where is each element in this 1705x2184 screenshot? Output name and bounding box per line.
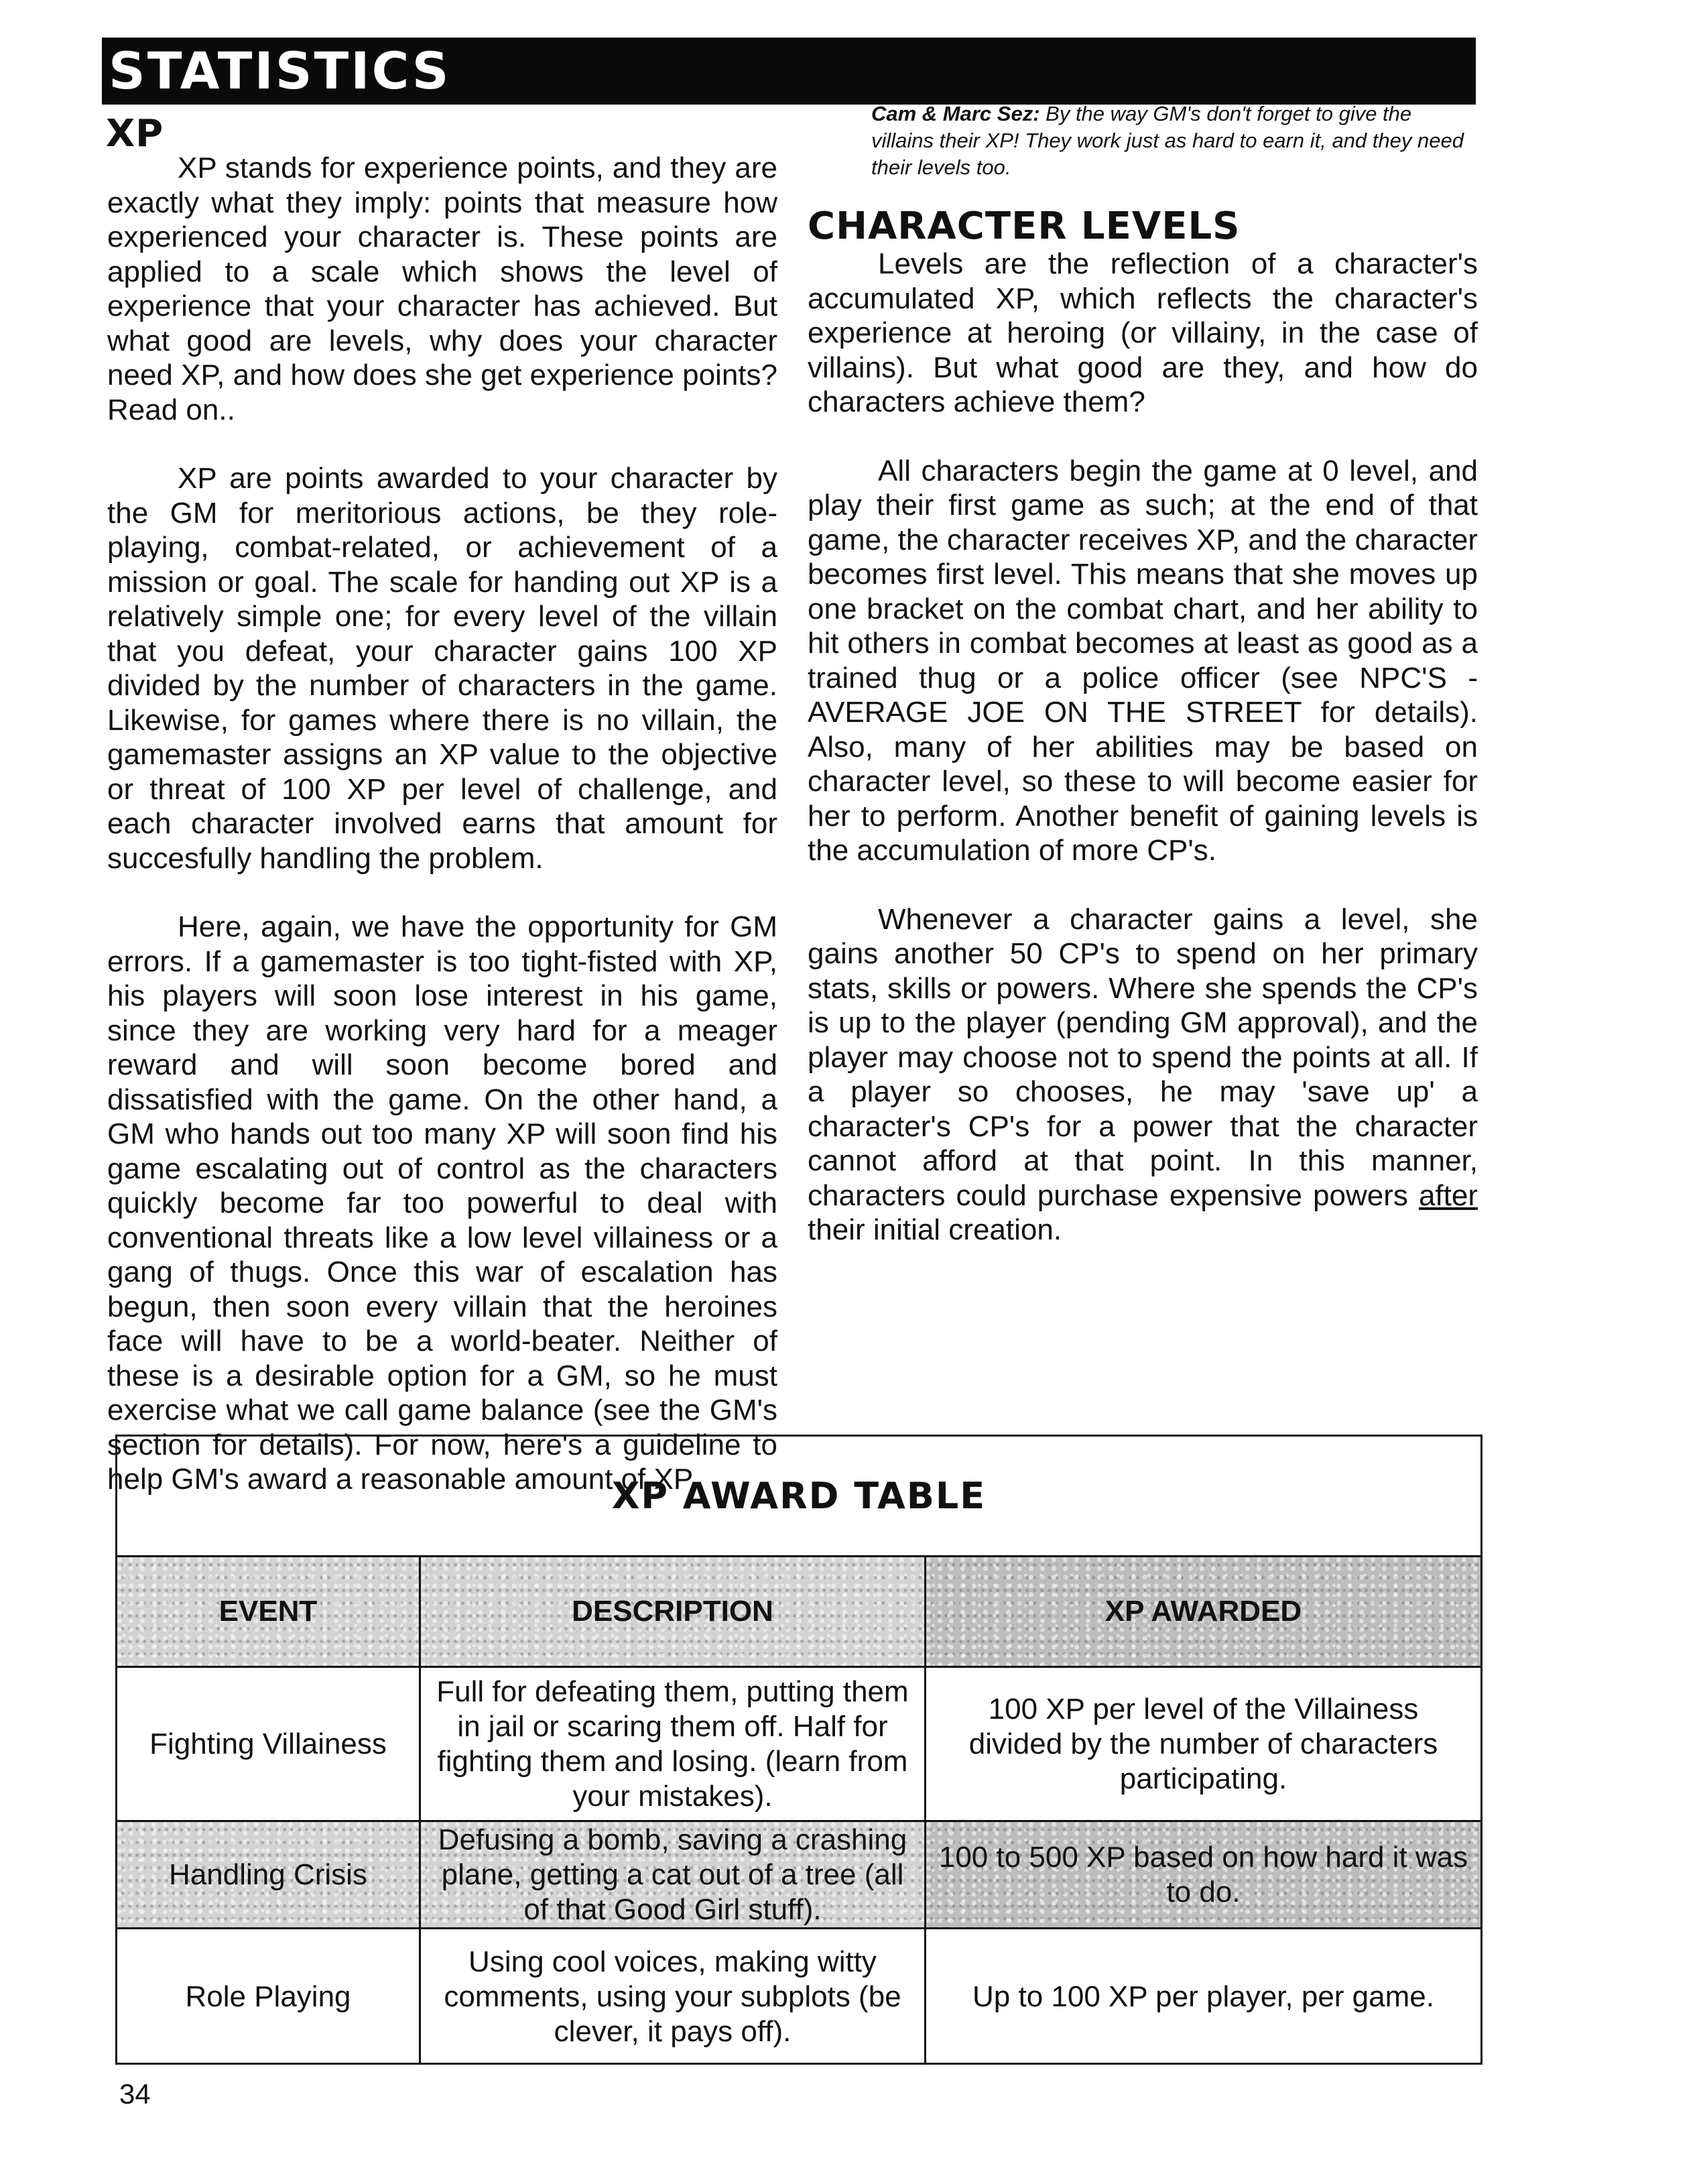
levels-paragraph-3-start: Whenever a character gains a level, she gains another 50 CP's to spend on her primary stats, skills or powers. Where she spends the CP's is up to the player (pending GM approval), and the player may choose not to spend the points at all. If a player so chooses, he may 'save up' a character's CP's for a power that the character cannot afford at that point. In this manner, characters could purchase expensive powers (808, 902, 1478, 1212)
row-fighting-event: Fighting Villainess (117, 1668, 421, 1822)
levels-paragraph-3-end: their initial creation. (808, 1213, 1062, 1246)
row-fighting-xp: 100 XP per level of the Villainess divided by the number of characters participating. (926, 1668, 1480, 1822)
xp-paragraph-1: XP stands for experience points, and they are exactly what they imply: points that measure how experienced your character is. These points are applied to a scale which shows the level of experience that your character has achieved. But what good are levels, why does your character need XP, and how does she get experience points? Read on.. (107, 151, 777, 426)
xp-award-table-grid (117, 1557, 1480, 2065)
column-header-event: EVENT (117, 1557, 421, 1668)
levels-paragraph-2: All characters begin the game at 0 level, and play their first game as such; at the end of that game, the character receives XP, and the character becomes first level. This means that she moves up one bracket on the combat chart, and her ability to hit others in combat becomes at least as good as a trained thug or a police officer (see NPC'S - AVERAGE JOE ON THE STREET for details). Also, many of her abilities may be based on character level, so these to will become easier for her to perform. Another benefit of gaining levels is the accumulation of more CP's. (808, 454, 1478, 867)
row-fighting-description: Full for defeating them, putting them in jail or scaring them off. Half for fighting them and losing. (learn from your mistakes). (421, 1668, 926, 1822)
levels-paragraph-3 (808, 902, 1478, 1248)
row-roleplay-xp: Up to 100 XP per player, per game. (972, 1980, 1434, 2013)
row-roleplay-event: Role Playing (117, 1929, 421, 2065)
xp-award-table (115, 1435, 1482, 2065)
xp-award-table-title: XP AWARD TABLE (117, 1437, 1480, 1557)
xp-paragraph-2: XP are points awarded to your character by the GM for meritorious actions, be they role-playing, combat-related, or achievement of a mission or goal. The scale for handing out XP is a relatively simple one; for every level of the villain that you defeat, your character gains 100 XP divided by the number of characters in the game. Likewise, for games where there is no villain, the gamemaster assigns an XP value to the objective or threat of 100 XP per level of challenge, and each character involved earns that amount for succesfully handling the problem. (107, 462, 777, 875)
sidebar-note (808, 101, 1478, 181)
column-header-xp-awarded: XP AWARDED (926, 1557, 1480, 1668)
row-crisis-description: Defusing a bomb, saving a crashing plane, getting a cat out of a tree (all of that Good Girl stuff). (421, 1822, 926, 1929)
sidebar-lead: Cam & Marc Sez: (871, 102, 1040, 125)
page-number: 34 (119, 2078, 151, 2110)
row-roleplay-description: Using cool voices, making witty comments, using your subplots (be clever, it pays off). (421, 1929, 926, 2065)
xp-heading: XP (106, 112, 164, 156)
row-crisis-xp: 100 to 500 XP based on how hard it was to do. (926, 1822, 1480, 1929)
sidebar-text: By the way GM's don't forget to give the villains their XP! They work just as hard to earn it, and they need their levels too. (871, 102, 1464, 179)
levels-paragraph-1: Levels are the reflection of a character's accumulated XP, which reflects the character's experience at heroing (or villainy, in the case of villains). But what good are they, and how do characters achieve them? (808, 247, 1478, 418)
left-column (107, 114, 777, 1497)
row-crisis-event: Handling Crisis (117, 1822, 421, 1929)
xp-paragraph-3: Here, again, we have the opportunity for GM errors. If a gamemaster is too tight-fisted with XP, his players will soon lose interest in his game, since they are working very hard for a meager reward and will soon become bored and dissatisfied with the game. On the other hand, a GM who hands out too many XP will soon find his game escalating out of control as the characters quickly become far too powerful to deal with conventional threats like a low level villainess or a gang of thugs. Once this war of escalation has begun, then soon every villain that the heroines face will have to be a world-beater. Neither of these is a desirable option for a GM, so he must exercise what we call game balance (see the GM's section for details). For now, here's a guideline to help GM's award a reasonable amount of XP. (107, 910, 777, 1496)
column-header-description: DESCRIPTION (421, 1557, 926, 1668)
right-column (808, 101, 1478, 1248)
section-title: STATISTICS (109, 41, 451, 101)
character-levels-heading: CHARACTER LEVELS (808, 204, 1241, 248)
emphasis-after: after (1418, 1178, 1478, 1212)
